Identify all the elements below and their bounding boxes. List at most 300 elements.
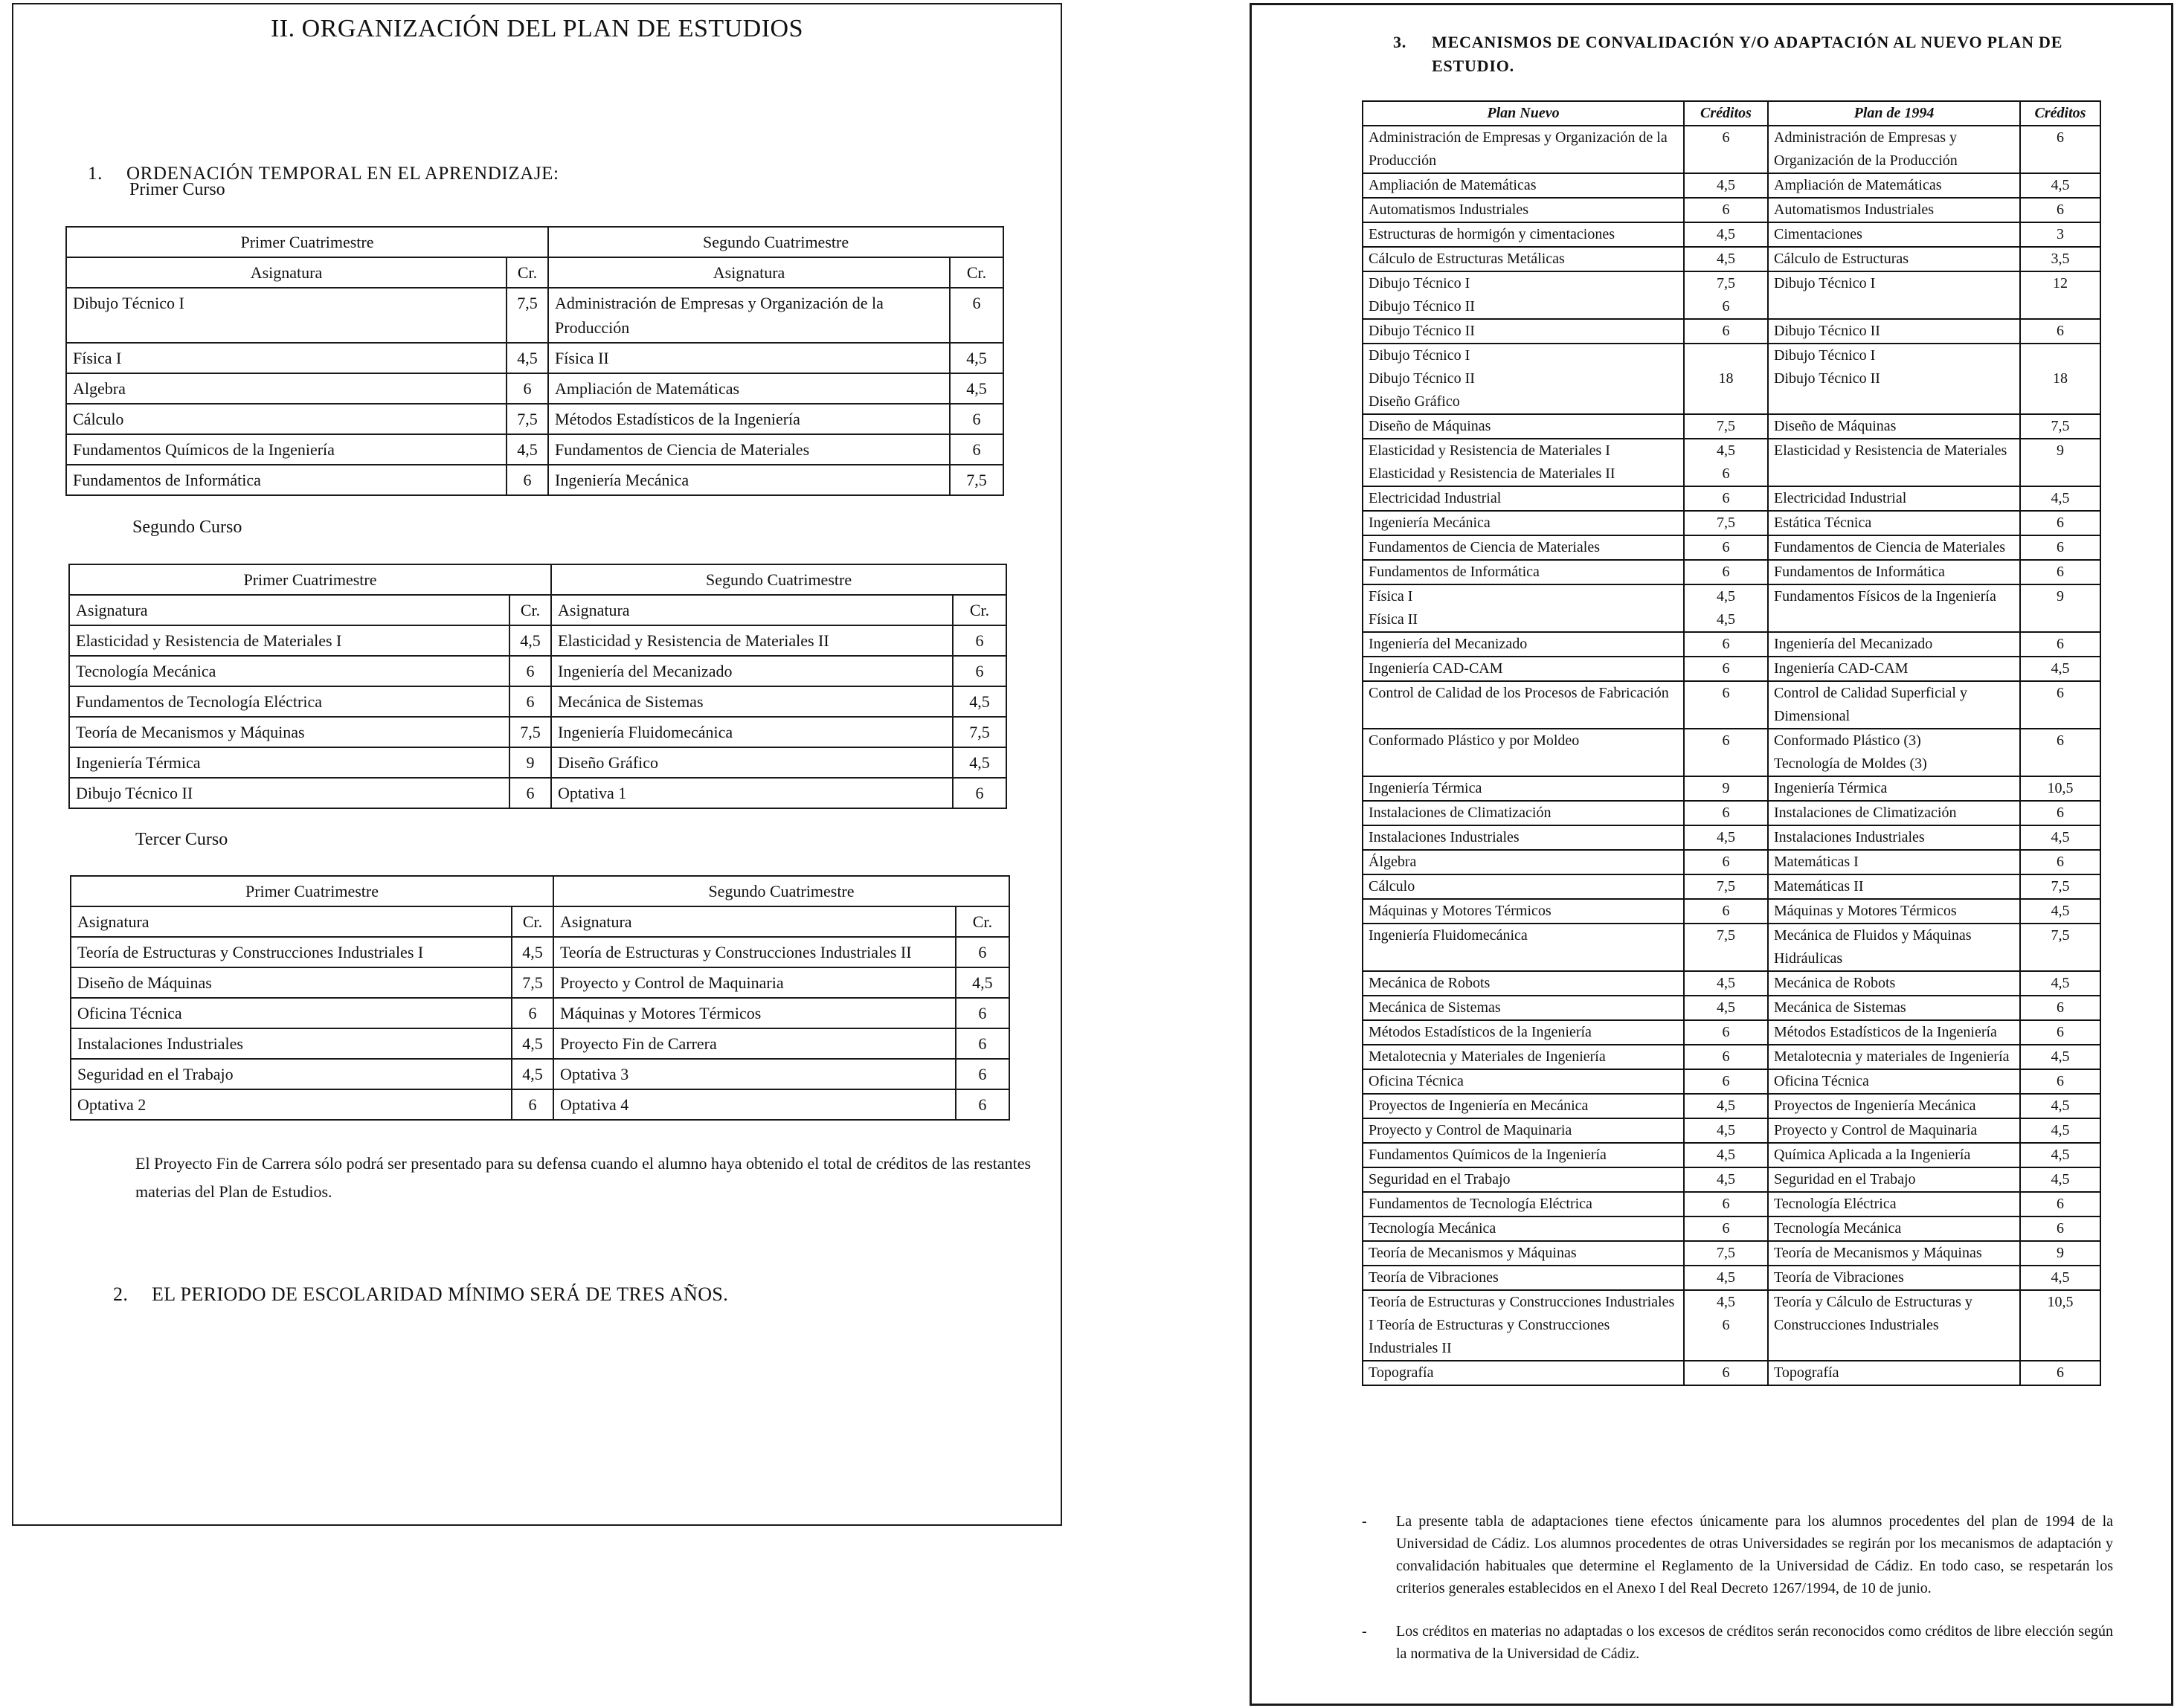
subject-cell: Instalaciones Industriales: [71, 1028, 512, 1059]
header-creditos-new: Créditos: [1684, 101, 1768, 126]
plan-nuevo-cell: [1363, 1167, 1684, 1192]
subject-cell: Elasticidad y Resistencia de Materiales II: [551, 625, 953, 656]
plan-nuevo-cell: [1363, 271, 1684, 319]
plan-1994-subject: Ingeniería CAD-CAM: [1774, 660, 1909, 677]
plan-nuevo-credits: 6: [1722, 660, 1730, 677]
table-row: [1363, 173, 2100, 198]
plan-nuevo-credits: 4,5: [1717, 975, 1735, 991]
credits-cell: 6: [509, 686, 551, 717]
plan-nuevo-credits-cell: [1684, 729, 1768, 776]
semester-2-header: Segundo Cuatrimestre: [548, 227, 1003, 257]
plan-1994-credits-cell: 6: [2020, 729, 2100, 776]
plan-nuevo-subject: Instalaciones de Climatización: [1369, 805, 1552, 821]
plan-nuevo-credits-cell: [1684, 899, 1768, 924]
plan-nuevo-cell: [1363, 1266, 1684, 1290]
credits-cell: 6: [956, 998, 1009, 1028]
credits-cell: 6: [956, 937, 1009, 967]
table-row: [1363, 850, 2100, 874]
plan-nuevo-credits-cell: [1684, 996, 1768, 1020]
left-page: [12, 3, 1062, 1526]
plan-1994-subject: Conformado Plástico (3): [1774, 732, 1921, 749]
subject-cell: Física II: [548, 343, 950, 373]
plan-1994-cell: [1768, 222, 2020, 247]
plan-1994-subject: Teoría de Mecanismos y Máquinas: [1774, 1245, 1982, 1261]
credits-cell: 7,5: [953, 717, 1006, 747]
plan-1994-credits-cell: 4,5: [2020, 825, 2100, 850]
plan-1994-subject: Instalaciones de Climatización: [1774, 805, 1957, 821]
plan-nuevo-credits: 4,5: [1717, 829, 1735, 845]
plan-nuevo-subject: Fundamentos de Tecnología Eléctrica: [1369, 1196, 1592, 1212]
plan-nuevo-subject: Teoría de Estructuras y Construcciones Industriales I Teoría de Estructuras y Construcciones Industriales II: [1369, 1294, 1675, 1356]
table-row: [1363, 776, 2100, 801]
credits-cell: 4,5: [507, 434, 548, 465]
plan-nuevo-credits-cell: [1684, 850, 1768, 874]
plan-nuevo-cell: [1363, 850, 1684, 874]
notes-list: [1362, 1510, 2113, 1686]
table-row: [71, 937, 1009, 967]
table-row: [1363, 899, 2100, 924]
plan-nuevo-subject: Topografía: [1369, 1364, 1434, 1381]
table-row: [69, 778, 1006, 808]
subject-cell: Proyecto y Control de Maquinaria: [553, 967, 956, 998]
plan-nuevo-cell: [1363, 1094, 1684, 1118]
table-row: [69, 747, 1006, 778]
plan-nuevo-cell: [1363, 414, 1684, 439]
plan-nuevo-subject: Dibujo Técnico II: [1369, 323, 1475, 339]
plan-nuevo-cell: [1363, 198, 1684, 222]
table-row: [1363, 729, 2100, 776]
plan-1994-cell: [1768, 560, 2020, 584]
plan-nuevo-subject: Dibujo Técnico II: [1369, 370, 1475, 387]
table-row: [71, 1028, 1009, 1059]
plan-nuevo-cell: [1363, 874, 1684, 899]
subject-cell: Optativa 4: [553, 1089, 956, 1120]
plan-nuevo-subject: Dibujo Técnico I: [1369, 347, 1470, 364]
table-row: [1363, 198, 2100, 222]
plan-1994-cell: [1768, 1361, 2020, 1385]
plan-nuevo-cell: [1363, 535, 1684, 560]
table-row: [1363, 996, 2100, 1020]
plan-1994-credits-cell: 6: [2020, 511, 2100, 535]
plan-nuevo-subject: Teoría de Vibraciones: [1369, 1269, 1499, 1286]
plan-nuevo-credits: 4,5: [1717, 226, 1735, 242]
plan-1994-subject: Oficina Técnica: [1774, 1073, 1869, 1089]
plan-1994-subject: Teoría y Cálculo de Estructuras y Construcciones Industriales: [1774, 1294, 1972, 1333]
plan-1994-cell: [1768, 971, 2020, 996]
plan-1994-cell: [1768, 584, 2020, 632]
credits-cell: 4,5: [950, 343, 1003, 373]
subject-cell: Ingeniería Mecánica: [548, 465, 950, 495]
plan-1994-subject: Elasticidad y Resistencia de Materiales: [1774, 442, 2007, 459]
plan-1994-credits-cell: 6: [2020, 801, 2100, 825]
plan-1994-cell: [1768, 1192, 2020, 1216]
credits-cell: 4,5: [509, 625, 551, 656]
table-row: [1363, 801, 2100, 825]
credits-cell: 4,5: [512, 937, 553, 967]
credits-cell: 7,5: [509, 717, 551, 747]
plan-1994-subject: Dibujo Técnico I: [1774, 347, 1876, 364]
table-row: [1363, 1094, 2100, 1118]
plan-nuevo-credits-cell: [1684, 681, 1768, 729]
credits-cell: 6: [512, 1089, 553, 1120]
credits-cell: 6: [509, 656, 551, 686]
table-row: [1363, 1216, 2100, 1241]
plan-1994-subject: Automatismos Industriales: [1774, 202, 1934, 218]
plan-1994-credits-cell: 6: [2020, 319, 2100, 344]
plan-1994-cell: [1768, 1290, 2020, 1361]
plan-nuevo-cell: [1363, 344, 1684, 414]
credits-cell: 6: [956, 1059, 1009, 1089]
plan-1994-credits-cell: 12: [2020, 271, 2100, 319]
page-title: II. ORGANIZACIÓN DEL PLAN DE ESTUDIOS: [270, 15, 804, 42]
credits-cell: 6: [953, 778, 1006, 808]
plan-nuevo-credits-cell: [1684, 560, 1768, 584]
plan-1994-cell: [1768, 729, 2020, 776]
plan-1994-subject: Instalaciones Industriales: [1774, 829, 1925, 845]
plan-nuevo-credits: 6: [1722, 854, 1730, 870]
plan-nuevo-subject: Oficina Técnica: [1369, 1073, 1464, 1089]
plan-1994-subject: Metalotecnia y materiales de Ingeniería: [1774, 1048, 2010, 1065]
plan-1994-cell: [1768, 439, 2020, 486]
section-2-title: EL PERIODO DE ESCOLARIDAD MÍNIMO SERÁ DE TRES AÑOS.: [152, 1283, 729, 1305]
table-row: [1363, 535, 2100, 560]
credits-header: Cr.: [509, 595, 551, 625]
plan-nuevo-credits: 6: [1722, 903, 1730, 919]
plan-1994-cell: [1768, 173, 2020, 198]
plan-nuevo-credits-cell: [1684, 971, 1768, 996]
plan-nuevo-subject: Administración de Empresas y Organización de la Producción: [1369, 129, 1668, 169]
plan-nuevo-subject: Ingeniería Fluidomecánica: [1369, 927, 1528, 944]
table-row: [66, 465, 1003, 495]
plan-nuevo-credits-cell: [1684, 319, 1768, 344]
plan-nuevo-credits-cell: [1684, 801, 1768, 825]
plan-nuevo-credits-cell: [1684, 1118, 1768, 1143]
subject-cell: Métodos Estadísticos de la Ingeniería: [548, 404, 950, 434]
header-creditos-old: Créditos: [2020, 101, 2100, 126]
plan-1994-cell: [1768, 1241, 2020, 1266]
plan-1994-cell: [1768, 850, 2020, 874]
plan-1994-cell: [1768, 126, 2020, 173]
plan-1994-credits-cell: 7,5: [2020, 414, 2100, 439]
subject-cell: Oficina Técnica: [71, 998, 512, 1028]
plan-1994-credits-cell: 6: [2020, 1216, 2100, 1241]
table-row: [1363, 560, 2100, 584]
table-row: [1363, 971, 2100, 996]
plan-nuevo-credits-cell: [1684, 584, 1768, 632]
credits-cell: 4,5: [953, 747, 1006, 778]
plan-1994-credits-cell: 10,5: [2020, 1290, 2100, 1361]
plan-nuevo-credits: 7,5: [1717, 515, 1735, 531]
table-row: [1363, 1020, 2100, 1045]
subject-cell: Diseño Gráfico: [551, 747, 953, 778]
plan-nuevo-credits: 6: [1722, 1073, 1730, 1089]
plan-nuevo-subject: Mecánica de Sistemas: [1369, 999, 1501, 1016]
plan-1994-subject: Tecnología de Moldes (3): [1774, 755, 1927, 772]
plan-1994-credits-cell: 4,5: [2020, 1266, 2100, 1290]
credits-cell: 6: [956, 1089, 1009, 1120]
plan-1994-subject: Diseño de Máquinas: [1774, 418, 1897, 434]
plan-nuevo-cell: [1363, 319, 1684, 344]
plan-nuevo-credits: 6: [1722, 805, 1730, 821]
plan-nuevo-subject: Control de Calidad de los Procesos de Fabricación: [1369, 685, 1669, 701]
section-2-number: 2.: [113, 1283, 129, 1305]
column-header-row: [71, 906, 1009, 937]
plan-1994-credits-cell: 4,5: [2020, 1167, 2100, 1192]
plan-nuevo-cell: [1363, 1192, 1684, 1216]
plan-nuevo-subject: Proyectos de Ingeniería en Mecánica: [1369, 1098, 1589, 1114]
table-row: [71, 1089, 1009, 1120]
table-row: [69, 717, 1006, 747]
table-row: [69, 656, 1006, 686]
semester-header-row: [69, 564, 1006, 595]
subject-cell: Seguridad en el Trabajo: [71, 1059, 512, 1089]
credits-cell: 4,5: [507, 343, 548, 373]
table-row: [69, 625, 1006, 656]
credits-cell: 4,5: [512, 1059, 553, 1089]
plan-1994-subject: Electricidad Industrial: [1774, 490, 1907, 506]
plan-1994-subject: Teoría de Vibraciones: [1774, 1269, 1904, 1286]
column-header-row: [66, 257, 1003, 288]
semester-1-header: Primer Cuatrimestre: [69, 564, 551, 595]
credits-header: Cr.: [507, 257, 548, 288]
plan-nuevo-cell: [1363, 924, 1684, 971]
plan-nuevo-credits: 4,5: [1717, 611, 1735, 628]
plan-1994-credits-cell: 4,5: [2020, 657, 2100, 681]
plan-nuevo-credits-cell: [1684, 486, 1768, 511]
table-row: [1363, 1069, 2100, 1094]
plan-nuevo-subject: Tecnología Mecánica: [1369, 1220, 1496, 1237]
plan-1994-cell: [1768, 924, 2020, 971]
course-table: [70, 875, 1010, 1121]
plan-1994-credits-cell: 9: [2020, 1241, 2100, 1266]
subject-cell: Ingeniería Térmica: [69, 747, 509, 778]
plan-1994-cell: [1768, 486, 2020, 511]
plan-nuevo-credits-cell: [1684, 1241, 1768, 1266]
plan-1994-credits-cell: 9: [2020, 439, 2100, 486]
plan-1994-credits-cell: 7,5: [2020, 924, 2100, 971]
credits-header: Cr.: [953, 595, 1006, 625]
note-text: La presente tabla de adaptaciones tiene efectos únicamente para los alumnos procedentes del plan de 1994 de la Universidad de Cádiz. Los alumnos procedentes de otras Universidades se regirán por los mecanismos de adaptación y convalidación habituales que determine el Reglamento de la Universidad de Cádiz. En todo caso, se respetarán los criterios generales establecidos en el Anexo I del Real Decreto 1267/1994, de 10 de junio.: [1396, 1513, 2113, 1596]
table-row: [1363, 1143, 2100, 1167]
plan-nuevo-cell: [1363, 1216, 1684, 1241]
table-row: [1363, 344, 2100, 414]
plan-nuevo-subject: Seguridad en el Trabajo: [1369, 1171, 1511, 1187]
plan-1994-cell: [1768, 899, 2020, 924]
plan-1994-cell: [1768, 344, 2020, 414]
plan-nuevo-credits-cell: [1684, 1167, 1768, 1192]
plan-1994-subject: Proyectos de Ingeniería Mecánica: [1774, 1098, 1976, 1114]
plan-nuevo-credits: 4,5: [1717, 251, 1735, 267]
credits-cell: 4,5: [956, 967, 1009, 998]
plan-nuevo-cell: [1363, 560, 1684, 584]
plan-1994-subject: Dibujo Técnico II: [1774, 323, 1880, 339]
semester-2-header: Segundo Cuatrimestre: [551, 564, 1006, 595]
plan-1994-subject: Matemáticas I: [1774, 854, 1859, 870]
plan-nuevo-credits: 7,5: [1717, 418, 1735, 434]
plan-1994-credits-cell: 4,5: [2020, 173, 2100, 198]
table-row: [1363, 222, 2100, 247]
table-row: [1363, 924, 2100, 971]
plan-1994-credits-cell: 6: [2020, 126, 2100, 173]
plan-1994-subject: Mecánica de Fluidos y Máquinas Hidráulicas: [1774, 927, 1972, 967]
plan-nuevo-cell: [1363, 632, 1684, 657]
plan-1994-cell: [1768, 511, 2020, 535]
plan-1994-subject: Cimentaciones: [1774, 226, 1862, 242]
plan-nuevo-cell: [1363, 126, 1684, 173]
subject-header: Asignatura: [71, 906, 512, 937]
plan-nuevo-credits-cell: [1684, 632, 1768, 657]
subject-cell: Fundamentos Químicos de la Ingeniería: [66, 434, 507, 465]
plan-nuevo-credits: 7,5: [1717, 275, 1735, 291]
plan-1994-cell: [1768, 247, 2020, 271]
subject-cell: Administración de Empresas y Organización de la Producción: [548, 288, 950, 343]
table-row: [1363, 319, 2100, 344]
plan-1994-credits-cell: 6: [2020, 1192, 2100, 1216]
plan-nuevo-credits: 4,5: [1717, 1147, 1735, 1163]
plan-1994-subject: Topografía: [1774, 1364, 1839, 1381]
plan-nuevo-credits: 6: [1722, 636, 1730, 652]
convalidation-body: [1363, 126, 2100, 1385]
credits-cell: 4,5: [953, 686, 1006, 717]
course-table: [65, 226, 1004, 496]
section-2-heading: [113, 1283, 728, 1306]
table-row: [1363, 414, 2100, 439]
subject-header: Asignatura: [553, 906, 956, 937]
plan-1994-cell: [1768, 535, 2020, 560]
subject-header: Asignatura: [548, 257, 950, 288]
plan-nuevo-credits: 4,5: [1717, 1269, 1735, 1286]
table-row: [1363, 1192, 2100, 1216]
plan-nuevo-subject: Proyecto y Control de Maquinaria: [1369, 1122, 1572, 1138]
table-row: [1363, 486, 2100, 511]
plan-1994-subject: Dibujo Técnico I: [1774, 275, 1876, 291]
subject-cell: Mecánica de Sistemas: [551, 686, 953, 717]
plan-1994-subject: Dibujo Técnico II: [1774, 370, 1880, 387]
plan-nuevo-cell: [1363, 1361, 1684, 1385]
semester-1-header: Primer Cuatrimestre: [71, 876, 553, 906]
plan-nuevo-cell: [1363, 486, 1684, 511]
plan-1994-subject: Estática Técnica: [1774, 515, 1872, 531]
plan-nuevo-cell: [1363, 1118, 1684, 1143]
plan-1994-credits-cell: 4,5: [2020, 971, 2100, 996]
subject-cell: Teoría de Mecanismos y Máquinas: [69, 717, 509, 747]
final-project-note: El Proyecto Fin de Carrera sólo podrá ser presentado para su defensa cuando el alumno haya obtenido el total de créditos de las restantes materias del Plan de Estudios.: [135, 1154, 1032, 1201]
plan-1994-credits-cell: 6: [2020, 850, 2100, 874]
plan-nuevo-credits-cell: [1684, 222, 1768, 247]
table-row: [1363, 657, 2100, 681]
plan-1994-subject: Mecánica de Robots: [1774, 975, 1896, 991]
plan-nuevo-credits: 4,5: [1717, 588, 1735, 605]
plan-1994-subject: Administración de Empresas y Organización de la Producción: [1774, 129, 1958, 169]
plan-1994-credits-cell: 4,5: [2020, 1118, 2100, 1143]
plan-1994-credits-cell: 6: [2020, 1020, 2100, 1045]
plan-1994-subject: Control de Calidad Superficial y Dimensional: [1774, 685, 1967, 724]
plan-1994-cell: [1768, 319, 2020, 344]
subject-cell: Optativa 3: [553, 1059, 956, 1089]
plan-1994-subject: Ingeniería del Mecanizado: [1774, 636, 1933, 652]
section-3-title: MECANISMOS DE CONVALIDACIÓN Y/O ADAPTACIÓN AL NUEVO PLAN DE ESTUDIO.: [1432, 33, 2063, 75]
course-title: Segundo Curso: [132, 518, 242, 537]
plan-1994-credits-cell: 6: [2020, 535, 2100, 560]
subject-header: Asignatura: [69, 595, 509, 625]
plan-nuevo-credits: 6: [1722, 202, 1730, 218]
plan-nuevo-cell: [1363, 729, 1684, 776]
column-header-row: [69, 595, 1006, 625]
table-row: [69, 686, 1006, 717]
plan-1994-cell: [1768, 414, 2020, 439]
plan-nuevo-subject: Elasticidad y Resistencia de Materiales I: [1369, 442, 1610, 459]
plan-1994-cell: [1768, 1069, 2020, 1094]
subject-header: Asignatura: [66, 257, 507, 288]
plan-nuevo-credits-cell: [1684, 1045, 1768, 1069]
plan-nuevo-credits-cell: [1684, 439, 1768, 486]
plan-1994-subject: Matemáticas II: [1774, 878, 1864, 895]
plan-nuevo-cell: [1363, 657, 1684, 681]
subject-cell: Optativa 2: [71, 1089, 512, 1120]
note-item: [1362, 1620, 2113, 1665]
section-1-number: 1.: [88, 164, 103, 184]
plan-nuevo-credits: 4,5: [1717, 1098, 1735, 1114]
credits-cell: 6: [507, 465, 548, 495]
subject-cell: Optativa 1: [551, 778, 953, 808]
plan-nuevo-cell: [1363, 511, 1684, 535]
plan-nuevo-credits: 4,5: [1717, 1171, 1735, 1187]
plan-1994-credits-cell: 9: [2020, 584, 2100, 632]
plan-1994-subject: Tecnología Eléctrica: [1774, 1196, 1897, 1212]
section-1-title: ORDENACIÓN TEMPORAL EN EL APRENDIZAJE:: [126, 164, 559, 184]
subject-cell: Tecnología Mecánica: [69, 656, 509, 686]
plan-nuevo-cell: [1363, 1045, 1684, 1069]
table-row: [71, 998, 1009, 1028]
subject-cell: Elasticidad y Resistencia de Materiales I: [69, 625, 509, 656]
plan-nuevo-subject: Automatismos Industriales: [1369, 202, 1528, 218]
table-row: [1363, 1118, 2100, 1143]
semester-header-row: [66, 227, 1003, 257]
plan-nuevo-subject: Dibujo Técnico I: [1369, 275, 1470, 291]
plan-1994-cell: [1768, 657, 2020, 681]
plan-1994-cell: [1768, 1167, 2020, 1192]
subject-cell: Ingeniería Fluidomecánica: [551, 717, 953, 747]
plan-nuevo-credits: 6: [1722, 490, 1730, 506]
plan-1994-credits-cell: 4,5: [2020, 1045, 2100, 1069]
credits-cell: 6: [512, 998, 553, 1028]
right-page: [1250, 3, 2173, 1706]
plan-1994-cell: [1768, 198, 2020, 222]
subject-cell: Teoría de Estructuras y Construcciones Industriales I: [71, 937, 512, 967]
plan-nuevo-subject: Álgebra: [1369, 854, 1417, 870]
plan-nuevo-subject: Máquinas y Motores Térmicos: [1369, 903, 1552, 919]
table-row: [1363, 271, 2100, 319]
note-text: Los créditos en materias no adaptadas o los excesos de créditos serán reconocidos como créditos de libre elección según la normativa de la Universidad de Cádiz.: [1396, 1623, 2113, 1662]
subject-cell: Ingeniería del Mecanizado: [551, 656, 953, 686]
plan-1994-credits-cell: 18: [2020, 344, 2100, 414]
plan-nuevo-credits: 6: [1722, 465, 1730, 482]
section-3-number: 3.: [1393, 33, 1407, 51]
plan-1994-cell: [1768, 874, 2020, 899]
plan-nuevo-subject: Instalaciones Industriales: [1369, 829, 1520, 845]
plan-nuevo-subject: Mecánica de Robots: [1369, 975, 1491, 991]
header-plan-1994: Plan de 1994: [1768, 101, 2020, 126]
plan-nuevo-credits-cell: [1684, 657, 1768, 681]
plan-1994-credits-cell: 4,5: [2020, 899, 2100, 924]
table-row: [66, 434, 1003, 465]
plan-nuevo-cell: [1363, 776, 1684, 801]
plan-nuevo-credits-cell: [1684, 414, 1768, 439]
plan-nuevo-subject: Ingeniería Térmica: [1369, 780, 1482, 796]
plan-nuevo-cell: [1363, 439, 1684, 486]
plan-1994-credits-cell: 6: [2020, 996, 2100, 1020]
plan-nuevo-credits-cell: [1684, 1216, 1768, 1241]
